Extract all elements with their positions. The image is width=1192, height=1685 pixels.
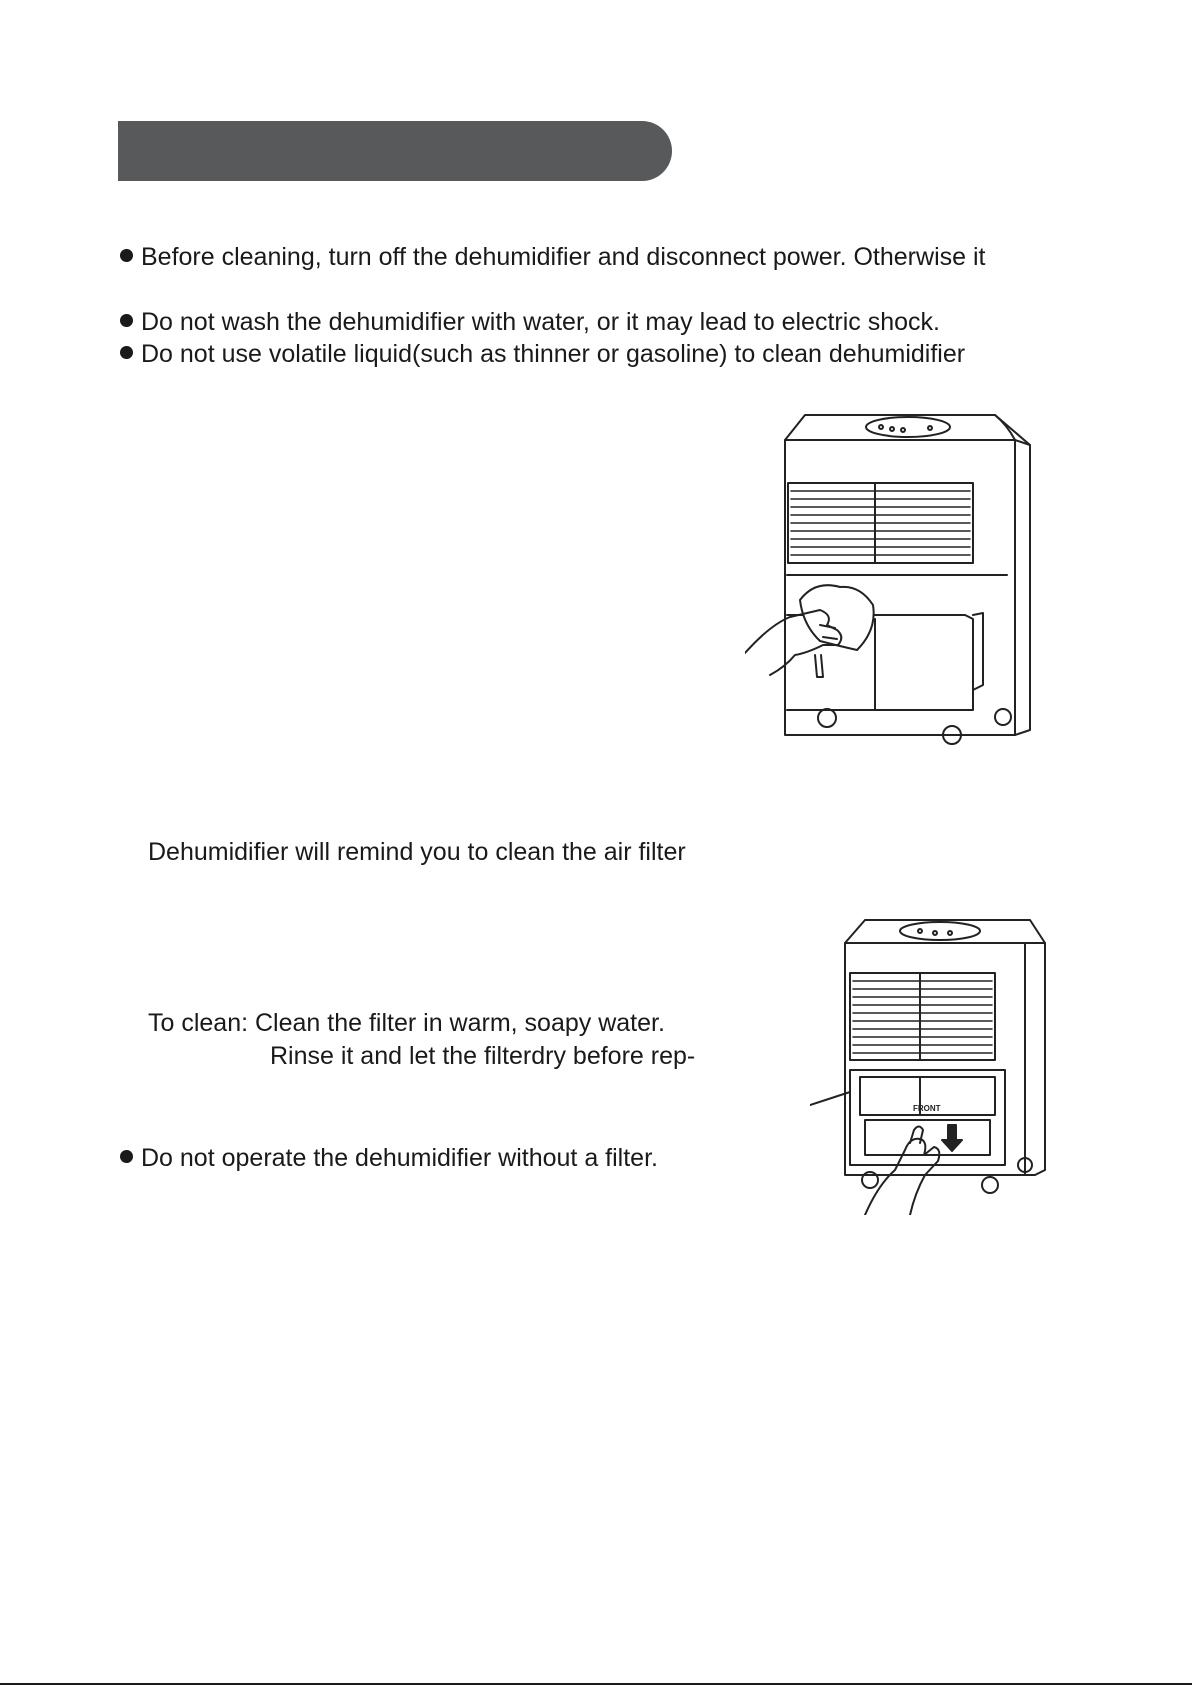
precaution-text: Before cleaning, turn off the dehumidifier and disconnect power. Otherwise it [141,243,986,271]
filter-reminder-text: Dehumidifier will remind you to clean the air filter [148,838,686,866]
precaution-item [120,307,940,337]
precaution-text: Do not wash the dehumidifier with water, or it may lead to electric shock. [141,308,940,336]
precaution-text: Do not use volatile liquid(such as thinner or gasoline) to clean dehumidifier [141,340,966,368]
filter-warning-text: Do not operate the dehumidifier without a filter. [141,1144,658,1172]
precaution-item [120,242,985,272]
bullet-icon [120,346,133,359]
dehumidifier-wiping-illustration [745,405,1040,750]
bullet-icon [120,314,133,327]
filter-warning-item [120,1143,658,1173]
bullet-icon [120,249,133,262]
precaution-item [120,339,965,369]
to-clean-text: To clean: Clean the filter in warm, soapy water. [148,1009,665,1037]
front-label: FRONT [913,1104,941,1113]
section-header-bar [118,121,672,181]
to-clean-text-continued: Rinse it and let the filterdry before rep- [270,1042,696,1070]
dehumidifier-filter-removal-illustration [810,915,1050,1215]
bullet-icon [120,1150,133,1163]
